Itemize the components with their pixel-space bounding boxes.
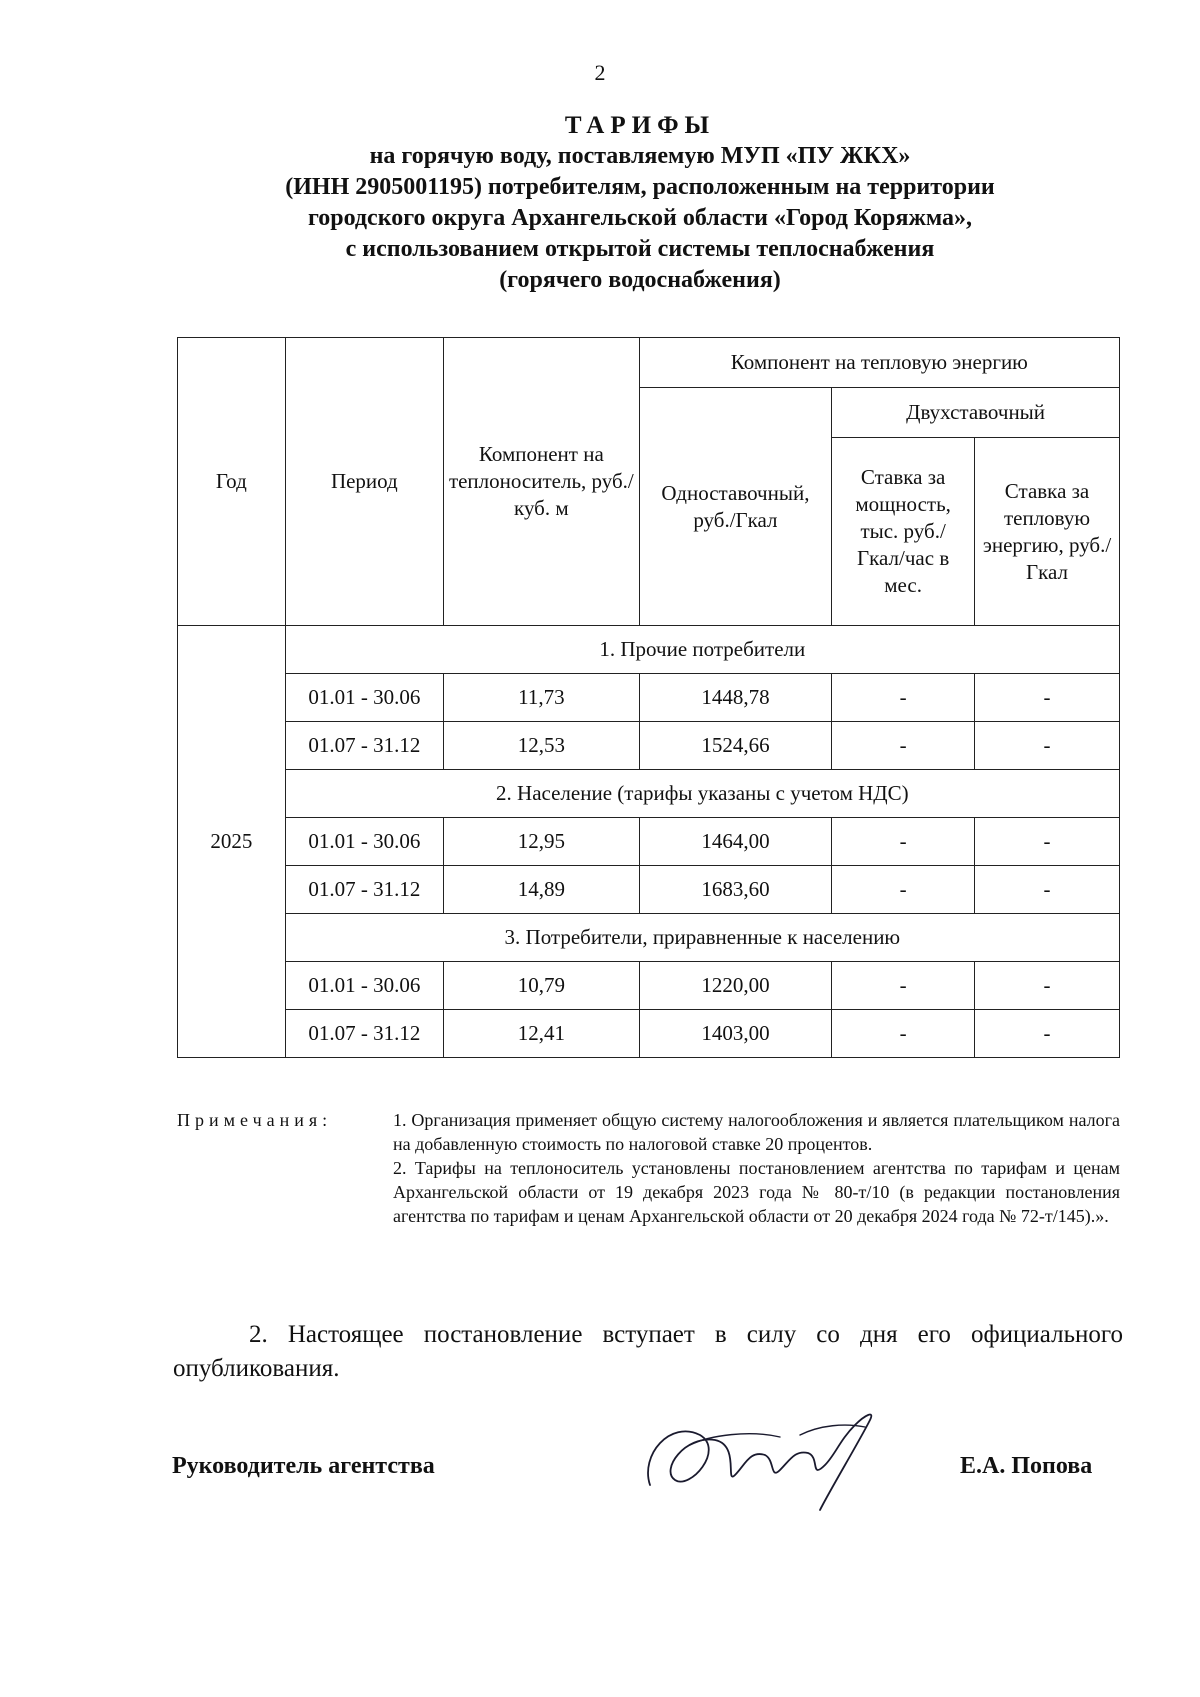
table-row [178,962,1120,1010]
section-title: 2. Население (тарифы указаны с учетом НДС) [285,770,1119,818]
single-rate-cell: 1464,00 [639,818,832,866]
section-title: 3. Потребители, приравненные к населению [285,914,1119,962]
title-line: (ИНН 2905001195) потребителям, расположенным на территории [285,174,995,200]
table-row [178,674,1120,722]
header-heat-component: Компонент на тепловую энергию [639,338,1119,388]
header-year: Год [178,338,286,626]
table-row [178,722,1120,770]
title-line: на горячую воду, поставляемую МУП «ПУ ЖКХ» [369,143,911,169]
header-two-rate: Двухставочный [832,388,1120,438]
note-item: 1. Организация применяет общую систему налогообложения и является плательщиком налога на добавленную стоимость по налоговой ставке 20 процентов. [393,1110,1120,1154]
header-energy-rate: Ставка за тепловую энергию, руб./Гкал [975,438,1120,626]
handwritten-signature [630,1395,880,1515]
table-row [178,818,1120,866]
signatory-title: Руководитель агентства [172,1453,435,1479]
notes-body [393,1108,1120,1228]
table-row [178,1010,1120,1058]
carrier-cell: 10,79 [444,962,640,1010]
header-single-rate: Одноставочный, руб./Гкал [639,388,832,626]
carrier-cell: 12,41 [444,1010,640,1058]
carrier-cell: 12,53 [444,722,640,770]
table-row [178,866,1120,914]
capacity-cell: - [832,962,975,1010]
energy-cell: - [975,722,1120,770]
single-rate-cell: 1448,78 [639,674,832,722]
period-cell: 01.01 - 30.06 [285,674,443,722]
energy-cell: - [975,866,1120,914]
period-cell: 01.01 - 30.06 [285,962,443,1010]
carrier-cell: 14,89 [444,866,640,914]
single-rate-cell: 1220,00 [639,962,832,1010]
single-rate-cell: 1683,60 [639,866,832,914]
document-title [150,110,1130,296]
signatory-name: Е.А. Попова [960,1453,1093,1479]
carrier-cell: 12,95 [444,818,640,866]
energy-cell: - [975,962,1120,1010]
title-line: (горячего водоснабжения) [499,267,781,293]
section-title: 1. Прочие потребители [285,626,1119,674]
page-number: 2 [594,60,606,85]
period-cell: 01.01 - 30.06 [285,818,443,866]
period-cell: 01.07 - 31.12 [285,866,443,914]
capacity-cell: - [832,818,975,866]
notes-label: Примечания: [177,1110,333,1130]
year-cell: 2025 [178,626,286,1058]
capacity-cell: - [832,722,975,770]
carrier-cell: 11,73 [444,674,640,722]
single-rate-cell: 1403,00 [639,1010,832,1058]
title-main: ТАРИФЫ [564,112,716,139]
capacity-cell: - [832,1010,975,1058]
header-period: Период [285,338,443,626]
energy-cell: - [975,1010,1120,1058]
header-carrier: Компонент на теплоноситель, руб./куб. м [444,338,640,626]
energy-cell: - [975,674,1120,722]
closing-paragraph: 2. Настоящее постановление вступает в силу со дня его официального опубликования. [173,1321,1123,1382]
period-cell: 01.07 - 31.12 [285,1010,443,1058]
title-line: с использованием открытой системы теплоснабжения [345,236,935,262]
note-item: 2. Тарифы на теплоноситель установлены постановлением агентства по тарифам и ценам Архангельской области от 19 декабря 2023 года № 80-т/10 (в редакции постановления агентства по тарифам и ценам Архангельской области от 20 декабря 2024 года № 72-т/145).». [393,1158,1120,1226]
header-capacity-rate: Ставка за мощность, тыс. руб./ Гкал/час в мес. [832,438,975,626]
title-line: городского округа Архангельской области «Город Коряжма», [307,205,973,231]
capacity-cell: - [832,866,975,914]
energy-cell: - [975,818,1120,866]
single-rate-cell: 1524,66 [639,722,832,770]
capacity-cell: - [832,674,975,722]
period-cell: 01.07 - 31.12 [285,722,443,770]
tariffs-table [177,337,1120,1058]
